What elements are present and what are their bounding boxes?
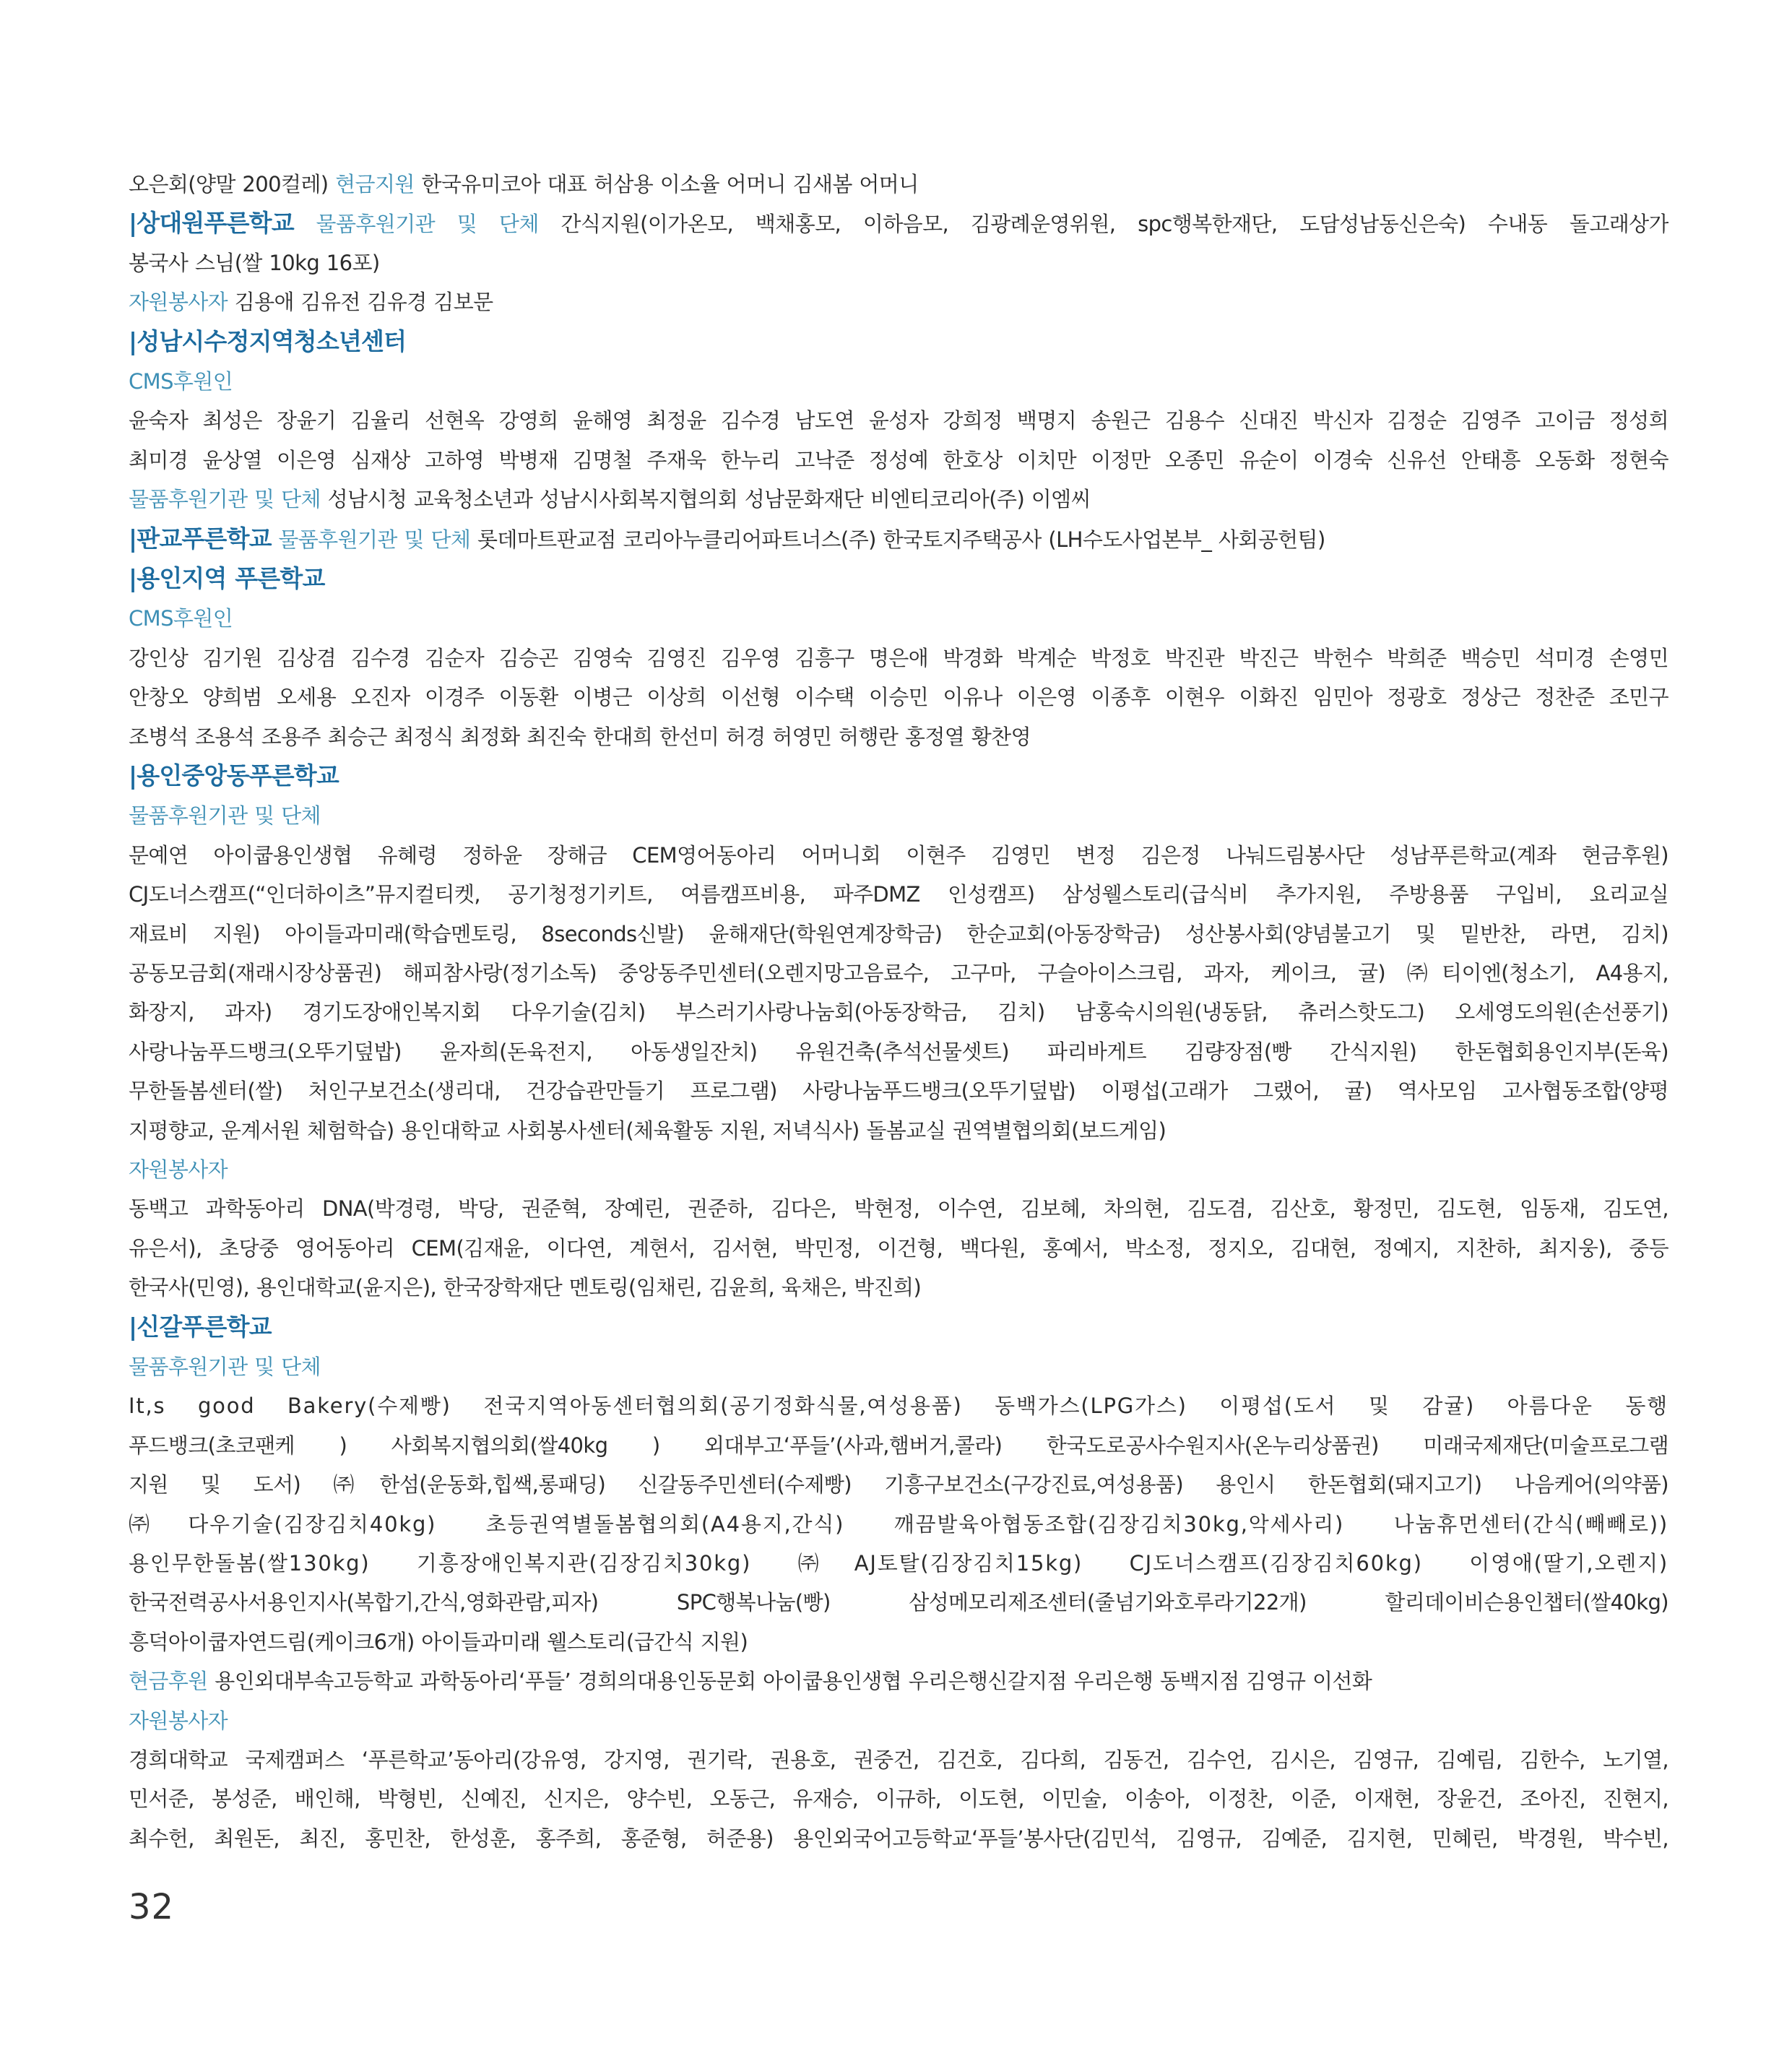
body-text: 용인외대부속고등학교 과학동아리‘푸들’ 경희의대용인동문회 아이쿱용인생협 우리은행신갈지점 우리은행 동백지점 김영규 이선화 (207, 1669, 1372, 1694)
text-line (129, 519, 1668, 559)
text-line (129, 639, 1668, 678)
body-text: 한국전력공사서용인지사(복합기,간식,영화관람,피자) SPC행복나눔(빵) 삼성메모리제조센터(줄넘기와호루라기22개) 할리데이비슨용인챕터(쌀40kg) (129, 1590, 1668, 1615)
body-text: 성남시청 교육청소년과 성남시사회복지협의회 성남문화재단 비엔티코리아(주) 이엠씨 (320, 487, 1091, 512)
body-text: 흥덕아이쿱자연드림(케이크6개) 아이들과미래 웰스토리(급간식 지원) (129, 1629, 748, 1654)
body-text: 화장지, 과자) 경기도장애인복지회 다우기술(김치) 부스러기사랑나눔회(아동장학금, 김치) 남홍숙시의원(냉동닭, 츄러스핫도그) 오세영도의원(손선풍기) (129, 1000, 1668, 1025)
section-heading: |용인지역 푸른학교 (129, 564, 325, 593)
category-label: CMS후원인 (129, 369, 233, 394)
text-line (129, 1071, 1668, 1110)
category-label: CMS후원인 (129, 606, 233, 631)
text-line (129, 1189, 1668, 1228)
text-line (129, 1032, 1668, 1071)
text-line (129, 1465, 1668, 1504)
text-line (129, 165, 1668, 204)
category-label: 자원봉사자 (129, 1157, 228, 1182)
text-line (129, 1779, 1668, 1818)
text-line (129, 1505, 1668, 1544)
text-line (129, 1386, 1668, 1425)
text-line (129, 796, 1668, 835)
section-heading: |성남시수정지역청소년센터 (129, 327, 407, 355)
body-text: 사랑나눔푸드뱅크(오뚜기덮밥) 윤자희(돈육전지, 아동생일잔치) 유원건축(추석선물셋트) 파리바게트 김량장점(빵 간식지원) 한돈협회용인지부(돈육) (129, 1039, 1668, 1064)
body-text: 윤숙자 최성은 장윤기 김율리 선현옥 강영희 윤해영 최정윤 김수경 남도연 윤성자 강희정 백명지 송원근 김용수 신대진 박신자 김정순 김영주 고이금 정성희 (129, 408, 1668, 433)
page-number: 32 (129, 1887, 175, 1927)
text-line (129, 599, 1668, 638)
text-line (129, 1819, 1668, 1858)
body-text: 최수헌, 최원돈, 최진, 홍민찬, 한성훈, 홍주희, 홍준형, 허준용) 용인외국어고등학교‘푸들’봉사단(김민석, 김영규, 김예준, 김지현, 민혜린, 박경원, 박수빈, (129, 1826, 1668, 1851)
body-text: It,s good Bakery(수제빵) 전국지역아동센터협의회(공기정화식물,여성용품) 동백가스(LPG가스) 이평섭(도서 및 감귤) 아름다운 동행 (129, 1394, 1668, 1419)
text-line (129, 559, 1668, 599)
body-text: ㈜다우기술(김장김치40kg) 초등권역별돌봄협의회(A4용지,간식) 깨끔발육아협동조합(김장김치30kg,악세사리) 나눔휴먼센터(간식(빼빼로)) (129, 1511, 1668, 1537)
category-label: 현금후원 (129, 1669, 208, 1694)
text-line (129, 282, 1668, 321)
body-text: 조병석 조용석 조용주 최승근 최정식 최정화 최진숙 한대희 한선미 허경 허영민 허행란 홍정열 황찬영 (129, 724, 1031, 749)
text-line (129, 1740, 1668, 1779)
body-text: 유은서), 초당중 영어동아리 CEM(김재윤, 이다연, 계현서, 김서현, 박민정, 이건형, 백다원, 홍예서, 박소정, 정지오, 김대현, 정예지, 지찬하, 최지웅), 중등 (129, 1235, 1668, 1261)
category-label: 자원봉사자 (129, 290, 228, 315)
body-text: 동백고 과학동아리 DNA(박경령, 박당, 권준혁, 장예린, 권준하, 김다은, 박현정, 이수연, 김보혜, 차의현, 김도겸, 김산호, 황정민, 김도현, 임동재, 김도연, (129, 1196, 1668, 1222)
body-text: 푸드뱅크(초코팬케 ) 사회복지협의회(쌀40kg ) 외대부고‘푸들’(사과,햄버거,콜라) 한국도로공사수원지사(온누리상품권) 미래국제재단(미술프로그램 (129, 1433, 1668, 1458)
body-text: 지원 및 도서) ㈜한섬(운동화,힙쌕,롱패딩) 신갈동주민센터(수제빵) 기흥구보건소(구강진료,여성용품) 용인시 한돈협회(돼지고기) 나음케어(의약품) (129, 1472, 1668, 1498)
body-text: 봉국사 스님(쌀 10kg 16포) (129, 250, 380, 275)
body-text: 재료비 지원) 아이들과미래(학습멘토링, 8seconds신발) 윤해재단(학원연계장학금) 한순교회(아동장학금) 성산봉사회(양념불고기 및 밑반찬, 라면, 김치) (129, 921, 1668, 946)
body-text: 오은회(양말 200컬레) (129, 172, 336, 196)
text-line (129, 441, 1668, 480)
text-line (129, 836, 1668, 875)
text-line (129, 915, 1668, 954)
text-line (129, 1229, 1668, 1268)
text-line (129, 204, 1668, 243)
body-text: CJ도너스캠프(“인더하이츠”뮤지컬티켓, 공기청정기키트, 여름캠프비용, 파주DMZ 인성캠프) 삼성웰스토리(급식비 추가지원, 주방용품 구입비, 요리교실 (129, 882, 1668, 907)
section-heading: |신갈푸른학교 (129, 1312, 272, 1341)
category-label: 물품후원기관 및 단체 (129, 1354, 321, 1379)
text-line (129, 1150, 1668, 1189)
category-label: 물품후원기관 및 단체 (129, 803, 321, 829)
body-text: 무한돌봄센터(쌀) 처인구보건소(생리대, 건강습관만들기 프로그램) 사랑나눔푸드뱅크(오뚜기덮밥) 이평섭(고래가 그랬어, 귤) 역사모임 고사협동조합(양평 (129, 1079, 1668, 1104)
text-line (129, 756, 1668, 796)
body-text: 용인무한돌봄(쌀130kg) 기흥장애인복지관(김장김치30kg) ㈜AJ토탈(김장김치15kg) CJ도너스캠프(김장김치60kg) 이영애(딸기,오렌지) (129, 1550, 1668, 1576)
text-line (129, 717, 1668, 756)
text-line (129, 875, 1668, 914)
donor-list (129, 165, 1668, 1858)
text-line (129, 1426, 1668, 1465)
text-line (129, 362, 1668, 401)
text-line (129, 1111, 1668, 1150)
text-line (129, 322, 1668, 362)
text-line (129, 1623, 1668, 1662)
body-text: 강인상 김기원 김상겸 김수경 김순자 김승곤 김영숙 김영진 김우영 김흥구 명은애 박경화 박계순 박정호 박진관 박진근 박헌수 박희준 백승민 석미경 손영민 (129, 645, 1668, 670)
body-text: 간식지원(이가온모, 백채홍모, 이하음모, 김광례운영위원, spc행복한재단, 도담성남동신은숙) 수내동 돌고래상가 (538, 212, 1668, 237)
body-text: 문예연 아이쿱용인생협 유혜령 정하윤 장해금 CEM영어동아리 어머니회 이현주 김영민 변정 김은정 나눠드림봉사단 성남푸른학교(계좌 현금후원) (129, 842, 1668, 868)
body-text: 최미경 윤상열 이은영 심재상 고하영 박병재 김명철 주재욱 한누리 고낙준 정성예 한호상 이치만 이정만 오종민 유순이 이경숙 신유선 안태흥 오동화 정현숙 (129, 447, 1668, 472)
section-heading: |용인중앙동푸른학교 (129, 761, 339, 790)
text-line (129, 1701, 1668, 1740)
text-line (129, 993, 1668, 1032)
text-line (129, 1308, 1668, 1347)
text-line (129, 401, 1668, 440)
text-line (129, 678, 1668, 717)
category-label: 자원봉사자 (129, 1708, 228, 1733)
text-line (129, 1544, 1668, 1583)
body-text: 김용애 김유전 김유경 김보문 (228, 290, 493, 315)
text-line (129, 1347, 1668, 1386)
body-text: 롯데마트판교점 코리아누클리어파트너스(주) 한국토지주택공사 (LH수도사업본부_ 사회공헌팀) (470, 527, 1325, 552)
body-text: 공동모금회(재래시장상품권) 해피참사랑(정기소독) 중앙동주민센터(오렌지망고음료수, 고구마, 구슬아이스크림, 과자, 케이크, 귤) ㈜티이엔(청소기, A4용지, (129, 961, 1668, 985)
category-label: 물품후원기관 및 단체 (129, 487, 321, 512)
text-line (129, 954, 1668, 993)
text-line (129, 1662, 1668, 1701)
body-text: 민서준, 봉성준, 배인해, 박형빈, 신예진, 신지은, 양수빈, 오동근, 유재승, 이규하, 이도현, 이민술, 이송아, 이정찬, 이준, 이재현, 장윤건, 조아진, 진현지, (129, 1786, 1668, 1812)
text-line (129, 1583, 1668, 1622)
body-text: 안창오 양희범 오세용 오진자 이경주 이동환 이병근 이상희 이선형 이수택 이승민 이유나 이은영 이종후 이현우 이화진 임민아 정광호 정상근 정찬준 조민구 (129, 685, 1668, 710)
body-text: 한국사(민영), 용인대학교(윤지은), 한국장학재단 멘토링(임채린, 김윤희, 육채은, 박진희) (129, 1275, 922, 1300)
category-label: 물품후원기관 및 단체 (293, 212, 539, 237)
text-line (129, 480, 1668, 519)
category-label: 물품후원기관 및 단체 (271, 527, 471, 552)
body-text: 한국유미코아 대표 허삼용 이소율 어머니 김새봄 어머니 (414, 172, 919, 196)
category-label: 현금지원 (335, 172, 415, 196)
text-line (129, 243, 1668, 282)
body-text: 경희대학교 국제캠퍼스 ‘푸른학교’동아리(강유영, 강지영, 권기락, 권용호, 권중건, 김건호, 김다희, 김동건, 김수언, 김시은, 김영규, 김예림, 김한수, 노기열, (129, 1747, 1668, 1772)
body-text: 지평향교, 운계서원 체험학습) 용인대학교 사회봉사센터(체육활동 지원, 저녁식사) 돌봄교실 권역별협의회(보드게임) (129, 1118, 1166, 1143)
section-heading: |상대원푸른학교 (129, 209, 294, 238)
section-heading: |판교푸른학교 (129, 524, 272, 553)
text-line (129, 1268, 1668, 1307)
